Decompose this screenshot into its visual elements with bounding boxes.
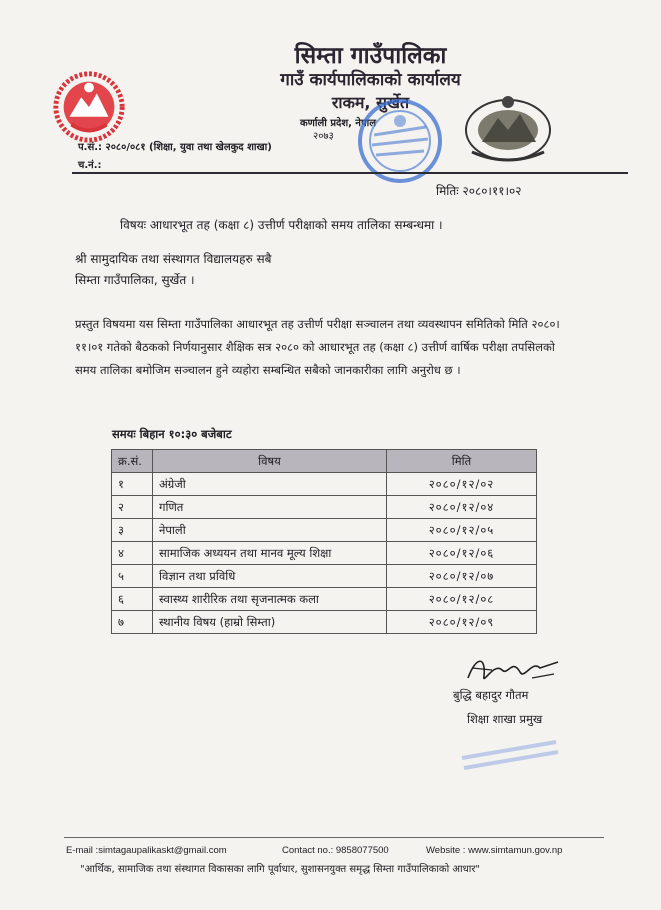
exam-time: समयः बिहान १०:३० बजेबाट xyxy=(112,427,232,441)
recipient-line-1: श्री सामुदायिक तथा संस्थागत विद्यालयहरु सबै xyxy=(75,252,272,266)
row-serial: ६ xyxy=(112,588,153,611)
recipient-line-2: सिम्ता गाउँपालिका, सुर्खेत । xyxy=(75,273,195,287)
row-date: २०८०/१२/०८ xyxy=(387,588,537,611)
exam-schedule-table xyxy=(111,449,537,634)
footer-slogan: "आर्थिक, सामाजिक तथा संस्थागत विकासका लागि पूर्वाधार, सुशासनयुक्त समृद्ध सिम्ता गाउँपालिकाको आधार" xyxy=(80,864,481,875)
row-subject: नेपाली xyxy=(153,519,387,542)
signatory-stamp-icon xyxy=(456,728,566,778)
row-serial: ५ xyxy=(112,565,153,588)
signature-icon xyxy=(462,648,564,692)
table-header-row xyxy=(112,450,537,473)
row-serial: २ xyxy=(112,496,153,519)
row-serial: १ xyxy=(112,473,153,496)
dispatch-number: च.नं.: xyxy=(78,160,102,171)
header-date: मिति xyxy=(387,450,537,473)
row-serial: ७ xyxy=(112,611,153,634)
signatory-name: बुद्धि बहादुर गौतम xyxy=(453,688,529,702)
row-subject: अंग्रेजी xyxy=(153,473,387,496)
letter-date: मितिः २०८०।११।०२ xyxy=(436,184,522,198)
table-row xyxy=(112,473,537,496)
header-subject: विषय xyxy=(153,450,387,473)
row-date: २०८०/१२/०९ xyxy=(387,611,537,634)
table-row xyxy=(112,588,537,611)
letter-body: प्रस्तुत विषयमा यस सिम्ता गाउँपालिका आधारभूत तह उत्तीर्ण परीक्षा सञ्चालन तथा व्यवस्थापन समितिको मिति २०८०।११।०१ गतेको बैठकको निर्णयानुसार शैक्षिक सत्र २०८० को आधारभूत तह (कक्षा ८) उत्तीर्ण वार्षिक परीक्षा तपसिलको समय तालिका बमोजिम सञ्चालन हुने व्यहोरा सम्बन्धित सबैको जानकारीका लागि अनुरोध छ । xyxy=(75,317,560,377)
office-stamp-icon xyxy=(348,95,448,191)
row-subject: विज्ञान तथा प्रविधि xyxy=(153,565,387,588)
table-row xyxy=(112,565,537,588)
footer-email: E-mail :simtagaupalikaskt@gmail.com xyxy=(66,845,227,856)
row-subject: गणित xyxy=(153,496,387,519)
letter-subject: विषयः आधारभूत तह (कक्षा ८) उत्तीर्ण परीक्षाको समय तालिका सम्बन्धमा । xyxy=(120,218,443,232)
row-date: २०८०/१२/०५ xyxy=(387,519,537,542)
row-date: २०८०/१२/०७ xyxy=(387,565,537,588)
table-row xyxy=(112,496,537,519)
row-subject: स्वास्थ्य शारीरिक तथा सृजनात्मक कला xyxy=(153,588,387,611)
row-subject: स्थानीय विषय (हाम्रो सिम्ता) xyxy=(153,611,387,634)
row-subject: सामाजिक अध्ययन तथा मानव मूल्य शिक्षा xyxy=(153,542,387,565)
office-location: राकम, सुर्खेत xyxy=(331,93,410,112)
row-date: २०८०/१२/०६ xyxy=(387,542,537,565)
reference-number: प.सं.: २०८०/०८१ (शिक्षा, युवा तथा खेलकुद शाखा) xyxy=(78,142,272,153)
row-serial: ३ xyxy=(112,519,153,542)
row-date: २०८०/१२/०२ xyxy=(387,473,537,496)
footer-divider xyxy=(64,837,604,838)
footer-website: Website : www.simtamun.gov.np xyxy=(426,845,563,856)
row-date: २०८०/१२/०४ xyxy=(387,496,537,519)
table-row xyxy=(112,611,537,634)
table-row xyxy=(112,519,537,542)
established-year: २०७३ xyxy=(313,131,334,142)
municipality-name: सिम्ता गाउँपालिका xyxy=(294,43,447,69)
signatory-title: शिक्षा शाखा प्रमुख xyxy=(467,712,543,726)
table-row xyxy=(112,542,537,565)
row-serial: ४ xyxy=(112,542,153,565)
footer-contact-number: Contact no.: 9858077500 xyxy=(282,845,389,856)
header-serial: क्र.सं. xyxy=(112,450,153,473)
office-name: गाउँ कार्यपालिकाको कार्यालय xyxy=(280,70,461,90)
header-divider xyxy=(72,172,628,174)
province-name: कर्णाली प्रदेश, नेपाल xyxy=(300,118,377,129)
